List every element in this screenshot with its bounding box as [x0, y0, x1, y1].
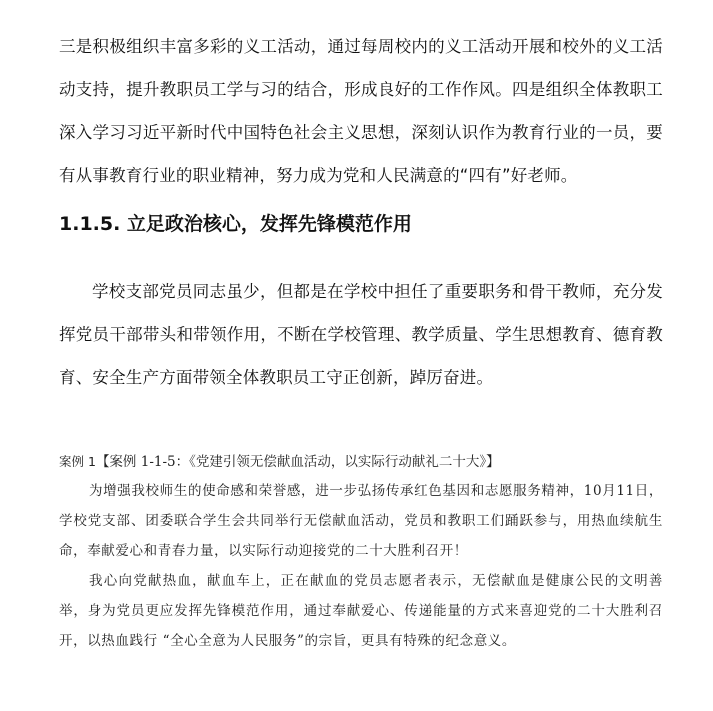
body-paragraph-party-members: 学校支部党员同志虽少，但都是在学校中担任了重要职务和骨干教师，充分发挥党员干部带头和带领作用，不断在学校管理、教学质量、学生思想教育、德育教育、安全生产方面带领全体教职员工守正创新，踔厉奋进。: [59, 282, 663, 387]
section-heading: 1.1.5. 立足政治核心，发挥先锋模范作用: [59, 213, 412, 235]
case-study-block: [59, 448, 663, 656]
case-paragraph-volunteer-statement: 我心向党献热血，献血车上，正在献血的党员志愿者表示，无偿献血是健康公民的文明善举，身为党员更应发挥先锋模范作用，通过奉献爱心、传递能量的方式来喜迎党的二十大胜利召开，以热血践行 “全心全意为人民服务”的宗旨，更具有特殊的纪念意义。: [59, 573, 663, 649]
body-paragraph-volunteer-activities: 三是积极组织丰富多彩的义工活动，通过每周校内的义工活动开展和校外的义工活动支持，提升教职员工学与习的结合，形成良好的工作作风。四是组织全体教职工深入学习习近平新时代中国特色社会主义思想，深刻认识作为教育行业的一员，要有从事教育行业的职业精神，努力成为党和人民满意的“四有”好老师。: [59, 37, 663, 185]
case-title-line: [59, 448, 663, 476]
case-paragraph-blood-donation: 为增强我校师生的使命感和荣誉感，进一步弘扬传承红色基因和志愿服务精神，10月11日，学校党支部、团委联合学生会共同举行无偿献血活动，党员和教职工们踊跃参与，用热血续航生命，奉献爱心和青春力量，以实际行动迎接党的二十大胜利召开！: [59, 483, 663, 559]
case-title: 【案例 1-1-5：《党建引领无偿献血活动，以实际行动献礼二十大》】: [95, 454, 500, 470]
case-label: 案例 1: [59, 454, 96, 469]
